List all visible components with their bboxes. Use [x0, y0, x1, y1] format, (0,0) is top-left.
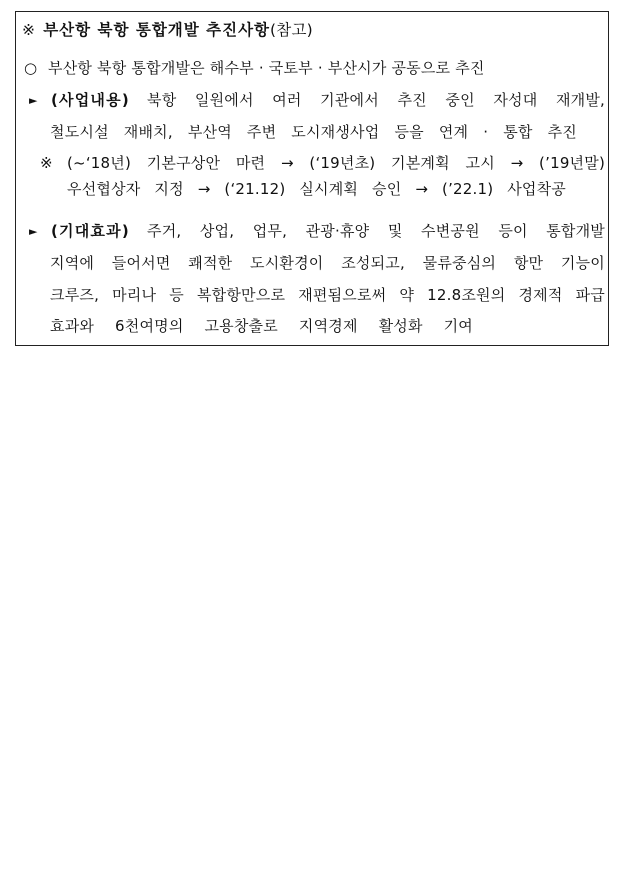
- title-note: (참고): [270, 21, 313, 39]
- overview-item: [24, 58, 485, 78]
- effects-line-3: 크루즈, 마리나 등 복합항만으로 재편됨으로써 약 12.8조원의 경제적 파급: [50, 286, 605, 304]
- triangle-bullet-icon: ►: [29, 225, 38, 238]
- effects-label-line: [29, 221, 130, 242]
- effects-label: (기대효과): [51, 222, 130, 240]
- effects-line-1: 주거, 상업, 업무, 관광·휴양 및 수변공원 등이 통합개발: [147, 222, 605, 240]
- project-label-line: [29, 90, 130, 111]
- effects-line-4: 효과와 6천여명의 고용창출로 지역경제 활성화 기여: [50, 317, 473, 335]
- overview-text: 부산항 북항 통합개발은 해수부 · 국토부 · 부산시가 공동으로 추진: [48, 59, 485, 77]
- project-line-2: 철도시설 재배치, 부산역 주변 도시재생사업 등을 연계 · 통합 추진: [50, 123, 577, 141]
- reference-mark: ※: [22, 21, 36, 39]
- effects-line-2: 지역에 들어서면 쾌적한 도시환경이 조성되고, 물류중심의 항만 기능이: [50, 254, 605, 272]
- timeline-mark: ※: [40, 154, 53, 172]
- title-text: 부산항 북항 통합개발 추진사항: [43, 21, 271, 39]
- project-label: (사업내용): [51, 91, 130, 109]
- timeline-line-2: 우선협상자 지정 → (‘21.12) 실시계획 승인 → (’22.1) 사업착공: [67, 180, 566, 198]
- triangle-bullet-icon: ►: [29, 94, 38, 107]
- box-title: [22, 20, 313, 40]
- project-line-1: 북항 일원에서 여러 기관에서 추진 중인 자성대 재개발,: [147, 91, 605, 109]
- circle-bullet: ○: [24, 59, 38, 77]
- timeline-line-1: (~‘18년) 기본구상안 마련 → (‘19년초) 기본계획 고시 → (’19년말): [67, 154, 605, 172]
